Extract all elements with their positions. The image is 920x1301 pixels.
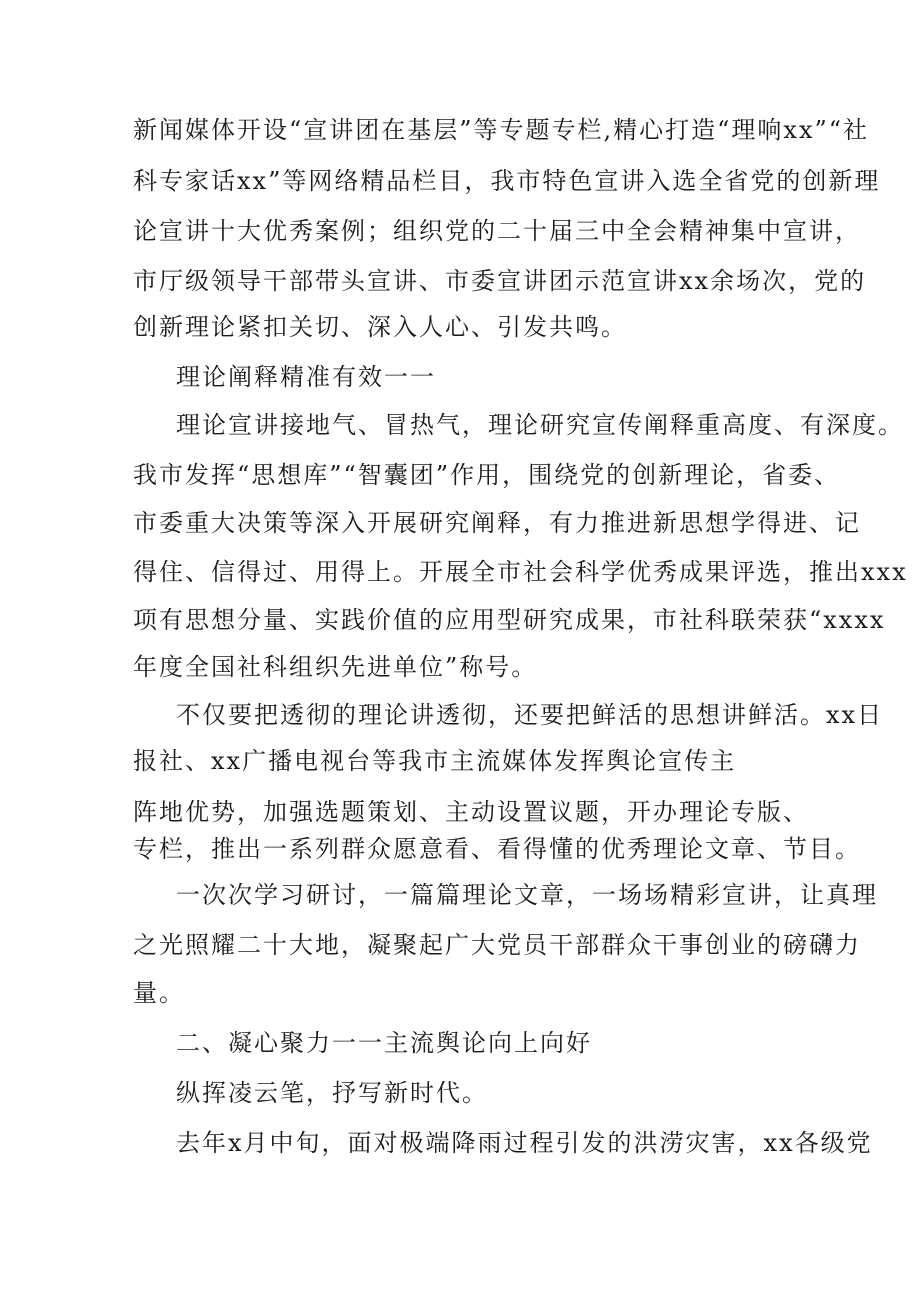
text-line: 得住、信得过、用得上。开展全市社会科学优秀成果评选，推出xxx — [133, 558, 908, 586]
text-line: 科专家话xx”等网络精品栏目，我市特色宣讲入选全省党的创新理 — [133, 167, 881, 195]
text-line: 不仅要把透彻的理论讲透彻，还要把鲜活的思想讲鲜活。xx日 — [176, 701, 884, 729]
text-line: 创新理论紧扣关切、深入人心、引发共鸣。 — [133, 313, 627, 341]
section-subheading: 理论阐释精准有效一一 — [176, 363, 436, 391]
text-line: 报社、xx广播电视台等我市主流媒体发挥舆论宣传主 — [133, 747, 737, 775]
text-line: 纵挥凌云笔，抒写新时代。 — [176, 1079, 488, 1107]
text-line: 量。 — [133, 979, 185, 1007]
text-line: 市厅级领导干部带头宣讲、市委宣讲团示范宣讲xx余场次，党的 — [133, 267, 867, 295]
text-line: 专栏，推出一系列群众愿意看、看得懂的优秀理论文章、节目。 — [133, 835, 861, 863]
text-line: 新闻媒体开设“宣讲团在基层”等专题专栏,精心打造“理响xx”“社 — [133, 116, 870, 144]
text-line: 论宣讲十大优秀案例；组织党的二十届三中全会精神集中宣讲， — [133, 217, 861, 245]
text-line: 之光照耀二十大地，凝聚起广大党员干部群众干事创业的磅礴力 — [133, 931, 861, 959]
text-line: 去年x月中旬，面对极端降雨过程引发的洪涝灾害，xx各级党 — [176, 1129, 873, 1157]
text-line: 理论宣讲接地气、冒热气，理论研究宣传阐释重高度、有深度。 — [176, 411, 904, 439]
text-line: 市委重大决策等深入开展研究阐释，有力推进新思想学得进、记 — [133, 509, 861, 537]
text-line: 年度全国社科组织先进单位”称号。 — [133, 653, 538, 681]
text-line: 一次次学习研讨，一篇篇理论文章，一场场精彩宣讲，让真理 — [176, 881, 878, 909]
text-line: 阵地优势，加强选题策划、主动设置议题，开办理论专版、 — [133, 798, 809, 826]
text-line: 我市发挥“思想库”“智囊团”作用，围绕党的创新理论，省委、 — [133, 461, 841, 489]
section-heading: 二、凝心聚力一一主流舆论向上向好 — [176, 1029, 592, 1057]
text-line: 项有思想分量、实践价值的应用型研究成果，市社科联荣获“xxxx — [133, 606, 886, 634]
